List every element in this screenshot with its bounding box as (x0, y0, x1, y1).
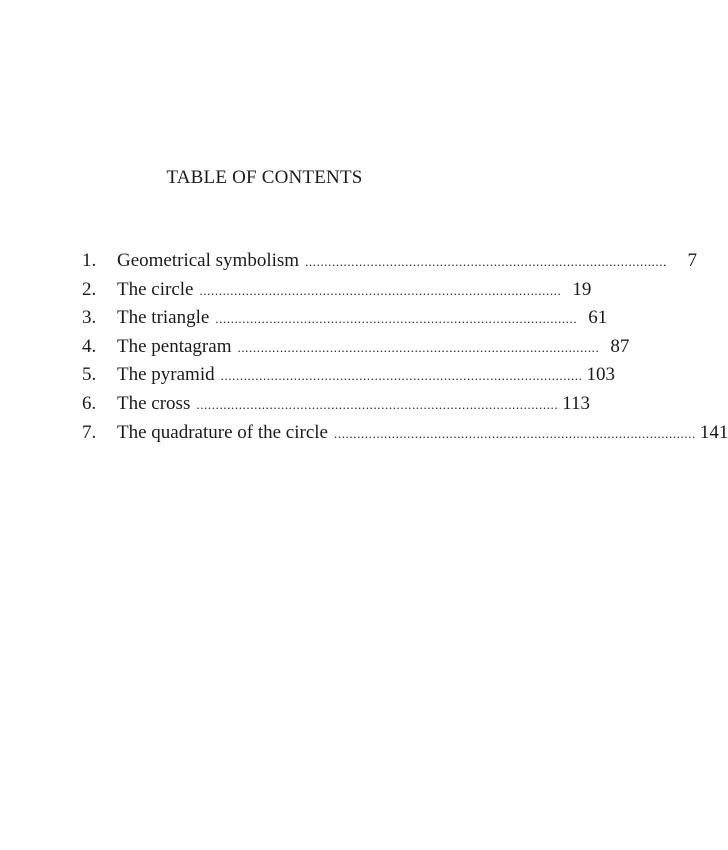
entry-title: Geometrical symbolism (117, 250, 300, 271)
entry-page-number: 113 (562, 392, 591, 414)
toc-entry (82, 335, 630, 365)
entry-title: The quadrature of the circle (117, 421, 328, 443)
entry-number: 2. (82, 278, 97, 300)
toc-entry (82, 250, 697, 279)
entry-page-number: 141 (699, 421, 728, 443)
entry-number: 6. (82, 392, 97, 414)
toc-entry (82, 392, 591, 422)
entry-page-number: 61 (588, 307, 608, 329)
entry-number: 7. (82, 421, 97, 443)
dot-leader: .............................................................................................. (196, 396, 559, 412)
entry-title: The triangle (117, 307, 210, 329)
entry-page-number: 87 (610, 335, 630, 357)
toc-entry (82, 278, 592, 308)
entry-title: The pentagram (117, 335, 232, 357)
toc-entry (82, 364, 616, 393)
entry-title: The circle (117, 278, 194, 300)
entry-number: 5. (82, 364, 97, 386)
toc-entry (82, 307, 608, 336)
entry-page-number: 103 (586, 364, 616, 386)
dot-leader: .............................................................................................. (305, 254, 667, 269)
entry-number: 4. (82, 335, 97, 357)
dot-leader: .............................................................................................. (220, 368, 583, 384)
entry-page-number: 19 (572, 278, 592, 300)
dot-leader: .............................................................................................. (237, 339, 600, 355)
entry-page-number: 7 (687, 250, 697, 271)
table-of-contents (82, 250, 728, 450)
entry-number: 1. (82, 250, 97, 271)
entry-number: 3. (82, 307, 97, 329)
entry-title: The cross (117, 392, 191, 414)
toc-entry (82, 421, 728, 451)
dot-leader: .............................................................................................. (334, 425, 696, 441)
dot-leader: .............................................................................................. (215, 311, 578, 327)
page-title: TABLE OF CONTENTS (166, 167, 363, 188)
entry-title: The pyramid (117, 364, 215, 386)
dot-leader: .............................................................................................. (199, 282, 562, 298)
